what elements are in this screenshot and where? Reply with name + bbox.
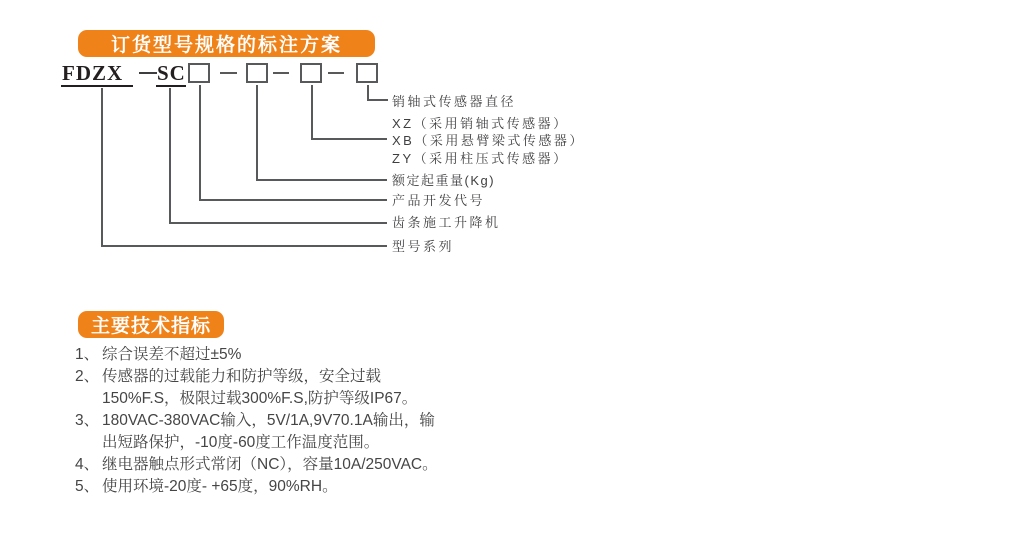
connector-capacity-h [256,179,387,181]
ordering-spec-banner [78,30,375,57]
spec-line: 综合误差不超过±5% [102,346,242,363]
callout-rack-hoist: 齿条施工升降机 [392,215,501,230]
connector-model-series-v [101,88,103,247]
code-dash-3 [273,72,289,74]
spec-line: 出短路保护，-10度-60度工作温度范围。 [102,434,380,451]
spec-line: 继电器触点形式常闭（NC），容量10A/250VAC。 [102,456,438,473]
ordering-spec-title: 订货型号规格的标注方案 [110,35,342,56]
tech-specs-list [75,344,535,498]
spec-item-number: 5、 [75,478,100,495]
spec-item-number: 3、 [75,412,100,429]
spec-item-text [102,476,535,498]
spec-item-5 [75,476,535,498]
spec-line: 使用环境-20度- +65度，90%RH。 [102,478,338,495]
spec-item-4 [75,454,535,476]
connector-rack-hoist-h [169,222,387,224]
spec-line: 150%F.S，极限过载300%F.S,防护等级IP67。 [102,390,418,407]
code-dash-4 [328,72,344,74]
connector-rack-hoist-v [169,88,171,224]
code-dash-1 [139,72,157,74]
series-underline [156,85,186,87]
spec-item-text [102,366,535,410]
callout-rated-capacity: 额定起重量(Kg) [392,173,496,188]
spec-item-number: 4、 [75,456,100,473]
callout-model-series: 型号系列 [392,239,455,254]
callout-option-xz: XZ（采用销轴式传感器） [392,116,569,131]
spec-line: 180VAC-380VAC输入，5V/1A,9V70.1A输出，输 [102,412,435,429]
connector-sensor-type-h [311,138,387,140]
spec-item-2 [75,366,535,410]
connector-dev-code-h [199,199,387,201]
code-box-sensor-diameter [356,63,378,83]
spec-item-number: 1、 [75,346,100,363]
code-box-sensor-type [300,63,322,83]
tech-specs-title: 主要技术指标 [90,316,211,337]
model-code-series: SC [157,61,186,85]
spec-item-number: 2、 [75,368,100,385]
callout-sensor-diameter: 销轴式传感器直径 [392,94,517,109]
spec-item-text [102,454,535,476]
spec-item-text [102,410,535,454]
code-box-capacity [246,63,268,83]
spec-item-text [102,344,535,366]
connector-model-series-h [101,245,387,247]
callout-option-zy: ZY（采用柱压式传感器） [392,151,569,166]
spec-item-3 [75,410,535,454]
callout-option-xb: XB（采用悬臂梁式传感器） [392,133,585,148]
spec-line: 传感器的过载能力和防护等级，安全过载 [102,368,382,385]
code-dash-2 [220,72,237,74]
connector-capacity-v [256,85,258,180]
connector-sensor-diameter-h [367,99,388,101]
model-code-prefix: FDZX [62,61,124,85]
tech-specs-banner [78,311,224,338]
callout-dev-code: 产品开发代号 [392,193,486,208]
code-box-dev [188,63,210,83]
prefix-underline [61,85,133,87]
connector-sensor-type-v [311,85,313,140]
connector-dev-code-v [199,85,201,201]
spec-item-1 [75,344,535,366]
